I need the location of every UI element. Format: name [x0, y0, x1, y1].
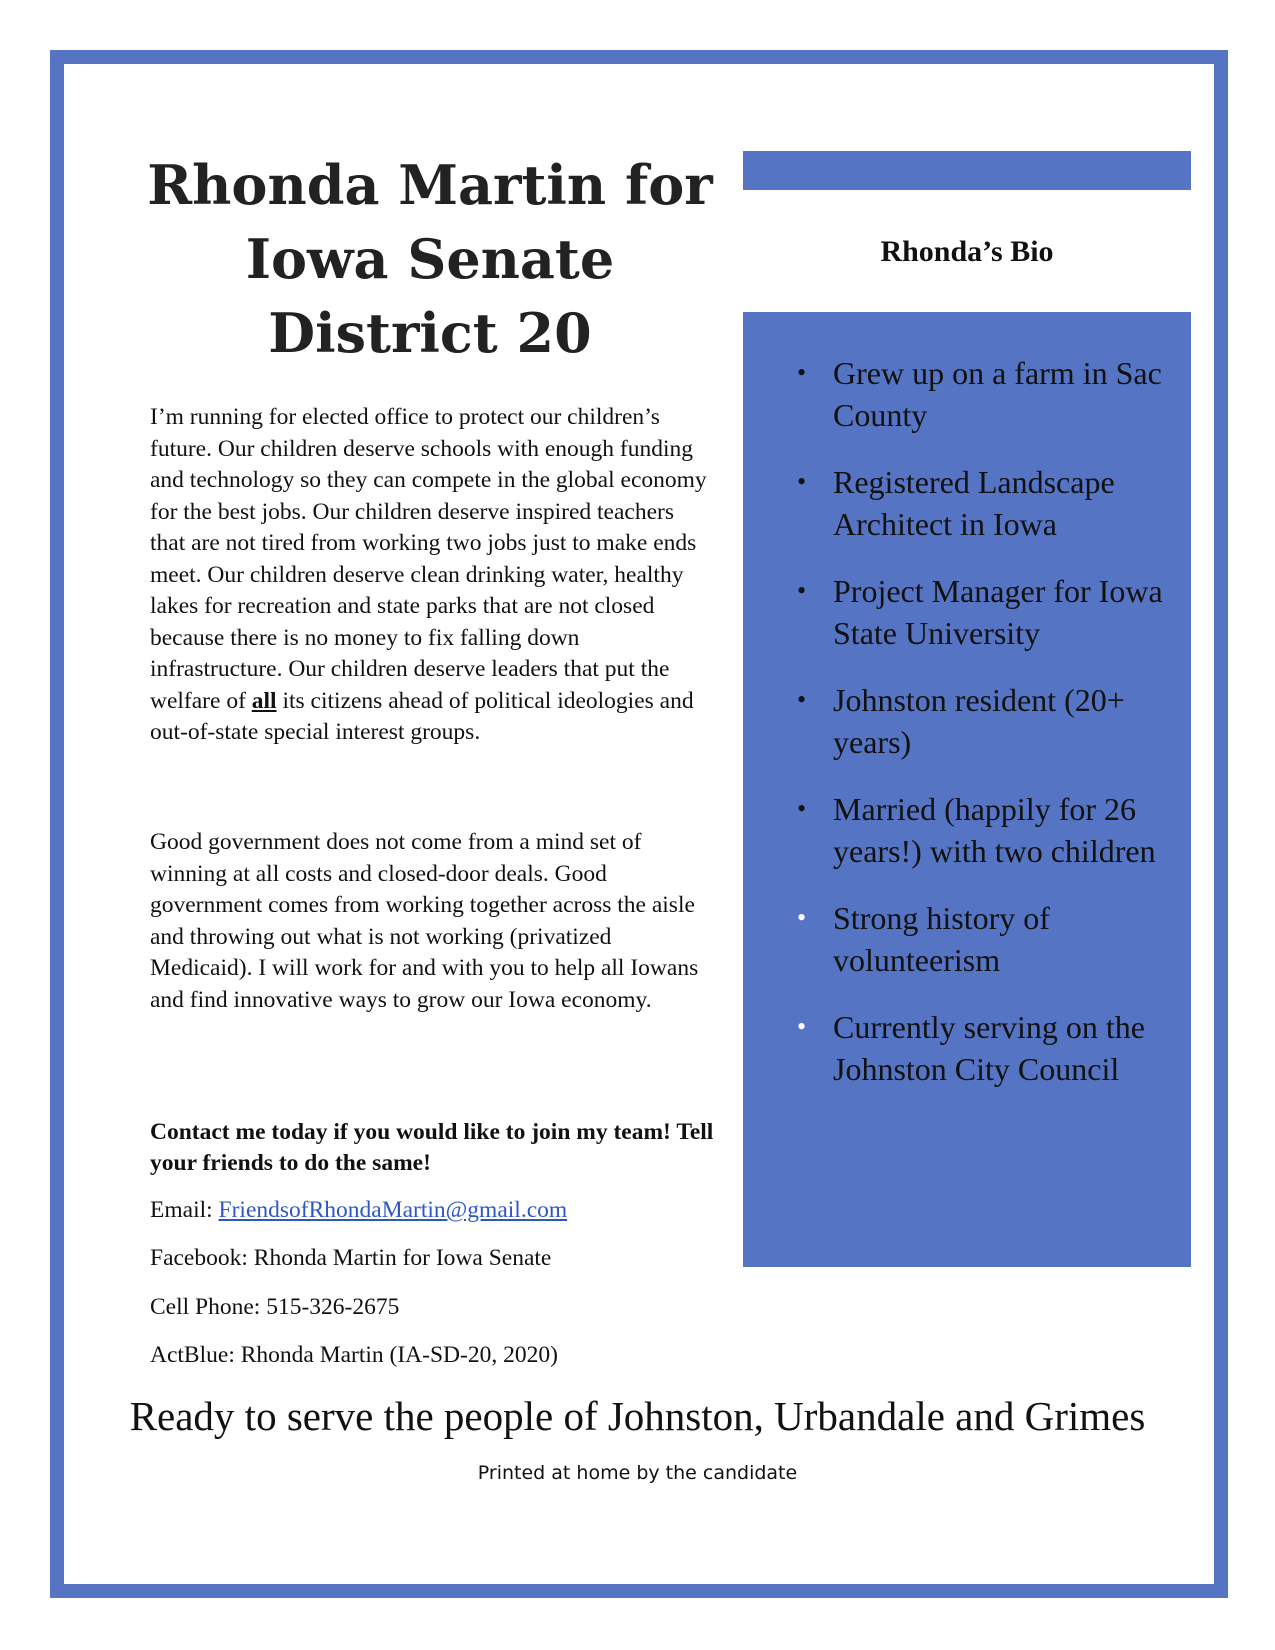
bio-panel [743, 312, 1191, 1267]
bullet-icon: • [797, 467, 807, 496]
tagline: Ready to serve the people of Johnston, Urbandale and Grimes [129, 1393, 1146, 1439]
contact-call-to-action: Contact me today if you would like to join my team! Tell your friends to do the same! [150, 1119, 714, 1176]
facebook-line: Facebook: Rhonda Martin for Iowa Senate [150, 1245, 552, 1271]
bullet-icon: • [797, 1012, 807, 1041]
bullet-icon: • [797, 903, 807, 932]
bio-item [743, 788, 1191, 872]
email-line [150, 1196, 750, 1224]
government-paragraph: Good government does not come from a mind set of winning at all costs and closed-door deals. Good government comes from working together across the aisle and throwing out what is not working (privatized Medicaid). I will work for and with you to help all Iowans and find innovative ways to grow our Iowa economy. [150, 829, 699, 1013]
intro-text-start: I’m running for elected office to protect our children’s future. Our children deserve schools with enough funding and technology so they can compete in the global economy for the best jobs. Our children deserve inspired teachers that are not tired from working two jobs just to make ends meet. Our children deserve clean drinking water, healthy lakes for recreation and state parks that are not closed because there is no money to fix falling down infrastructure. Our children deserve leaders that put the welfare of [150, 404, 707, 714]
bullet-icon: • [797, 794, 807, 823]
bio-item [743, 352, 1191, 436]
bullet-icon: • [797, 576, 807, 605]
bio-item-text: Strong history of volunteerism [833, 900, 1050, 978]
bio-item [743, 1006, 1191, 1090]
email-link[interactable]: FriendsofRhondaMartin@gmail.com [218, 1197, 568, 1223]
actblue-line: ActBlue: Rhonda Martin (IA-SD-20, 2020) [150, 1342, 558, 1368]
title-line-2: Iowa Senate [245, 227, 615, 291]
bio-item-text: Johnston resident (20+ years) [833, 682, 1125, 760]
bullet-icon: • [797, 358, 807, 387]
bio-item [743, 461, 1191, 545]
emphasis-all: all [251, 687, 277, 714]
page-title [120, 148, 740, 370]
bio-item [743, 570, 1191, 654]
printed-notice: Printed at home by the candidate [477, 1462, 798, 1484]
intro-paragraph [150, 402, 715, 749]
bio-item-text: Grew up on a farm in Sac County [833, 355, 1162, 433]
bullet-icon: • [797, 685, 807, 714]
bio-list [743, 352, 1191, 1115]
bio-item [743, 897, 1191, 981]
title-line-1: Rhonda Martin for [147, 153, 713, 217]
bio-item-text: Registered Landscape Architect in Iowa [833, 464, 1115, 542]
email-label: Email: [150, 1197, 219, 1223]
bio-item-text: Married (happily for 26 years!) with two children [833, 791, 1156, 869]
bio-accent-bar [743, 151, 1191, 190]
title-line-3: District 20 [268, 301, 592, 365]
bio-item-text: Currently serving on the Johnston City Council [833, 1009, 1145, 1087]
bio-heading: Rhonda’s Bio [880, 235, 1054, 268]
phone-line: Cell Phone: 515-326-2675 [150, 1294, 400, 1320]
intro-text-end: its citizens ahead of political ideologies and out-of-state special interest groups. [150, 687, 694, 745]
bio-item-text: Project Manager for Iowa State University [833, 573, 1163, 651]
bio-item [743, 679, 1191, 763]
